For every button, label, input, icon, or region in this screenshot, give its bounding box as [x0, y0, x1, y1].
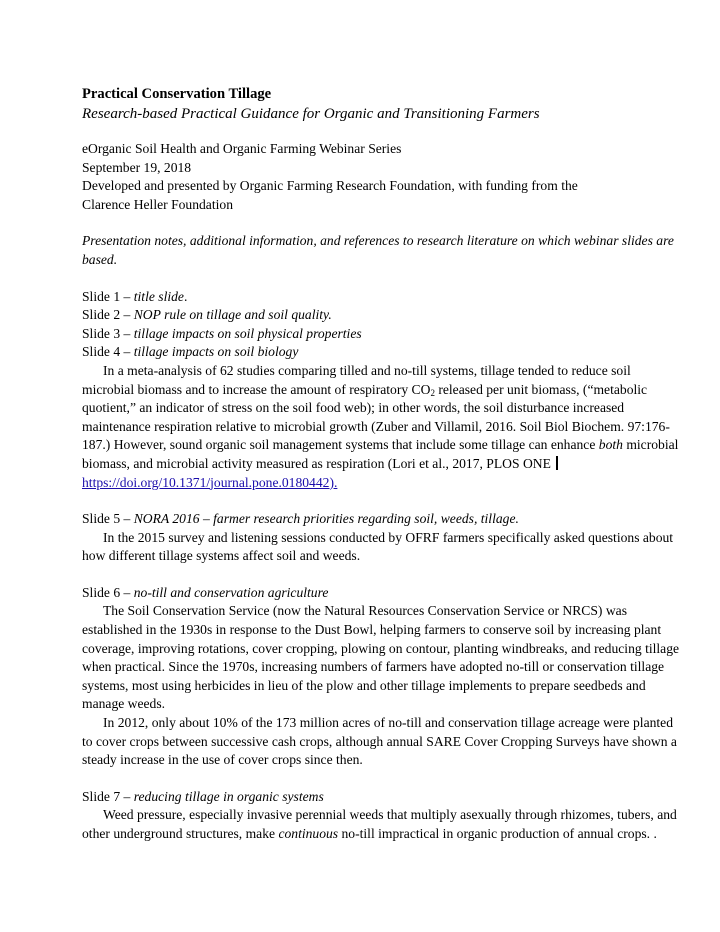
document-title: Practical Conservation Tillage	[82, 86, 272, 102]
slide-topic: no-till and conservation agriculture	[133, 584, 329, 600]
document-page	[82, 84, 682, 862]
slide-6-heading	[82, 584, 682, 603]
credit-line-2: Clarence Heller Foundation	[82, 196, 233, 212]
document-subtitle: Research-based Practical Guidance for Organic and Transitioning Farmers	[82, 106, 540, 122]
slide-topic: title slide	[133, 288, 184, 304]
slide-label: Slide 1 –	[82, 288, 134, 304]
slide-7-heading	[82, 788, 682, 807]
slide-5-heading	[82, 510, 682, 529]
slide-4-heading	[82, 343, 682, 362]
body-text: microbial biomass, and microbial activity measured as respiration (Lori et al., 2017, PLOS ONE	[82, 437, 679, 471]
slide-topic: tillage impacts on soil physical properties	[133, 325, 362, 341]
slide-7-body	[82, 806, 682, 843]
body-text: released per unit biomass, (“metabolic quotient,” an indicator of stress on the soil food web); in other words, the soil disturbance increased maintenance respiration relative to microbial growth (Zuber and Villamil, 2016. Soil Biol Biochem. 97:176-187.) However, sound organic soil management systems that include some tillage can enhance	[82, 381, 670, 453]
slide-topic: NORA 2016 – farmer research priorities regarding soil, weeds, tillage.	[133, 511, 519, 527]
slide-topic: NOP rule on tillage and soil quality.	[133, 307, 332, 323]
presentation-notes: Presentation notes, additional information, and references to research literature on which webinar slides are based.	[82, 233, 674, 267]
body-text: Weed pressure, especially invasive perennial weeds that multiply asexually through rhizomes, tubers, and other underground structures, make	[82, 807, 677, 841]
slide-4-section	[82, 343, 682, 492]
slide-4-body	[82, 362, 682, 492]
slide-label: Slide 7 –	[82, 788, 134, 804]
slide-2-heading	[82, 306, 682, 325]
body-text: In a meta-analysis of 62 studies comparing tilled and no-till systems, tillage tended to reduce soil microbial biomass and to increase the amount of respiratory CO	[82, 362, 631, 397]
slide-label: Slide 2 –	[82, 307, 134, 323]
subscript: 2	[430, 387, 435, 398]
slide-7-section	[82, 788, 682, 844]
slide-label: Slide 5 –	[82, 511, 134, 527]
slide-6-paragraph-1: The Soil Conservation Service (now the Natural Resources Conservation Service or NRCS) was established in the 1930s in response to the Dust Bowl, helping farmers to conserve soil by increasing plant coverage, improving rotations, cover cropping, plowing on contour, planting windbreaks, and reducing tillage when practical. Since the 1970s, increasing numbers of farmers have adopted no-till or conservation tillage systems, most using herbicides in lieu of the plow and other tillage implements to prepare seedbeds and manage weeds.	[82, 603, 680, 712]
webinar-date: September 19, 2018	[82, 159, 192, 175]
webinar-series: eOrganic Soil Health and Organic Farming Webinar Series	[82, 141, 402, 156]
slide-6-section	[82, 584, 682, 770]
slide-end: .	[183, 288, 188, 304]
slide-1-heading	[82, 288, 682, 307]
credit-line-1: Developed and presented by Organic Farming Research Foundation, with funding from the	[82, 178, 578, 194]
body-text: no-till impractical in organic production of annual crops. .	[338, 826, 657, 841]
slide-5-body: In the 2015 survey and listening sessions conducted by OFRF farmers specifically asked questions about how different tillage systems affect soil and weeds.	[82, 529, 674, 564]
slide-topic: reducing tillage in organic systems	[133, 788, 324, 804]
text-cursor-bar	[556, 456, 558, 470]
emphasis: continuous	[278, 826, 339, 841]
slide-3-heading	[82, 325, 682, 344]
slide-label: Slide 4 –	[82, 344, 134, 360]
slide-label: Slide 3 –	[82, 325, 134, 341]
doi-link[interactable]: https://doi.org/10.1371/journal.pone.0180442).	[82, 474, 338, 490]
slide-topic: tillage impacts on soil biology	[133, 344, 299, 360]
meta-block	[82, 140, 682, 214]
slide-5-section	[82, 510, 682, 566]
slide-label: Slide 6 –	[82, 584, 134, 600]
slide-6-paragraph-2: In 2012, only about 10% of the 173 million acres of no-till and conservation tillage acreage were planted to cover crops between successive cash crops, although annual SARE Cover Cropping Surveys have shown a steady increase in the use of cover crops since then.	[82, 715, 677, 768]
emphasis: both	[598, 437, 623, 453]
